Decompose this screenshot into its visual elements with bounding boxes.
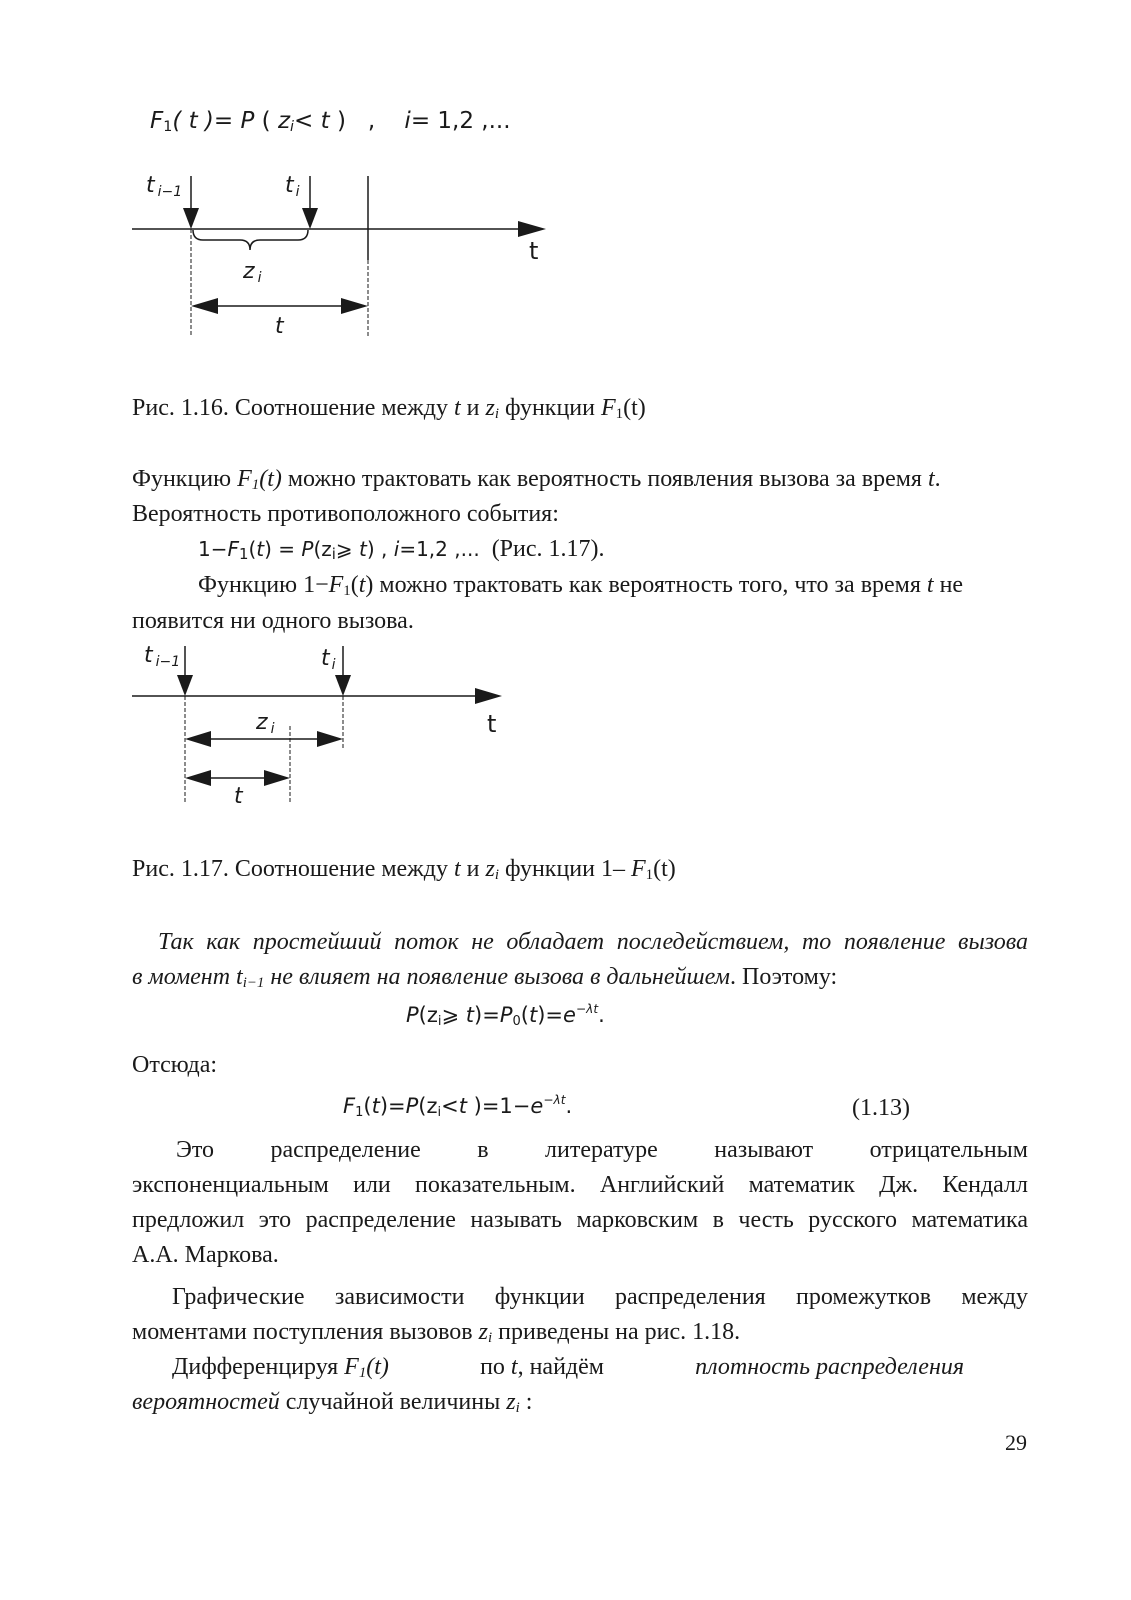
math-P: P <box>499 1003 513 1027</box>
text: ) можно трактовать как вероятность того, что за время <box>365 572 927 598</box>
text: , найдём <box>517 1354 604 1380</box>
z-span-left-head <box>185 731 211 747</box>
arrow-ti1-head <box>183 208 199 229</box>
caption-z: z <box>485 856 495 882</box>
text: не <box>933 572 964 598</box>
caption-end: (t) <box>623 395 646 421</box>
math-F: F <box>344 1354 359 1380</box>
label-ti1 <box>144 643 180 670</box>
math-sub: i <box>437 1105 442 1120</box>
text: . <box>934 466 941 492</box>
z-span-right-head <box>317 731 343 747</box>
label-z-z: z <box>243 259 255 284</box>
math: . <box>565 1094 573 1118</box>
math-t: (t) <box>259 466 282 492</box>
arrow-ti-head <box>302 208 318 229</box>
label-ti1-t: t <box>146 173 155 198</box>
text: вероятностей <box>132 1389 280 1415</box>
figure-1-17 <box>0 640 520 810</box>
formula-paren-t: ( t ) <box>172 108 214 134</box>
label-z <box>242 259 262 286</box>
formula-z: z <box>277 108 291 134</box>
caption-F: F <box>630 856 646 882</box>
math: )= <box>474 1003 500 1027</box>
formula-sub1: 1 <box>163 119 173 135</box>
math-e: e <box>530 1094 544 1118</box>
math-sub: 1 <box>355 1105 364 1120</box>
math-sub: 1 <box>358 1365 367 1381</box>
para1-line4 <box>198 573 963 597</box>
math-P: P <box>405 1094 419 1118</box>
math-z: z <box>478 1319 488 1345</box>
formula-eq-P: = P <box>213 108 255 134</box>
text: моментами поступления вызовов <box>132 1319 479 1345</box>
math: ( <box>248 537 257 561</box>
text: можно трактовать как вероятность появления вызова за время <box>281 466 928 492</box>
label-t-span: t <box>275 314 284 339</box>
axis-arrowhead <box>518 221 546 237</box>
text: по <box>480 1354 511 1380</box>
math-sub: 0 <box>512 1014 521 1029</box>
para1-line3-formula <box>198 537 605 561</box>
math-sup: −λt <box>543 1093 566 1107</box>
math-sup: −λt <box>575 1002 599 1016</box>
math: ) , <box>366 537 394 561</box>
formula-i: i <box>404 108 411 134</box>
figure-1-16 <box>0 160 560 360</box>
math-t: t <box>371 1094 380 1118</box>
formula-lt-t: < t <box>294 108 330 134</box>
label-ti-sub: i <box>331 657 336 673</box>
para4-line1: Графические зависимости функции распределения промежутков между <box>172 1284 1028 1310</box>
equation-1-13 <box>343 1093 573 1120</box>
label-ti <box>285 173 300 200</box>
text: Дифференцируя <box>172 1354 345 1380</box>
caption-end: (t) <box>653 856 676 882</box>
text: плотность распределения <box>695 1354 964 1380</box>
text: Функцию <box>132 466 238 492</box>
para5-line1 <box>172 1355 964 1379</box>
formula-open: ( <box>261 108 271 134</box>
math-t: t <box>359 537 367 561</box>
math-t: t <box>927 466 935 492</box>
para5-line2 <box>132 1390 532 1414</box>
otsyuda: Отсюда: <box>132 1052 218 1078</box>
text: Функцию 1− <box>198 572 329 598</box>
math-t: t <box>926 572 934 598</box>
math: ⩾ <box>441 1003 466 1027</box>
math-sub: i <box>331 545 336 563</box>
label-z-z: z <box>256 710 268 735</box>
caption-F-sub: 1 <box>615 406 624 422</box>
caption-fig-1-16 <box>132 396 646 420</box>
text: . Поэтому: <box>729 964 838 990</box>
label-ti1-sub: i−1 <box>155 654 181 670</box>
math-F: F <box>328 572 344 598</box>
label-z <box>255 710 275 737</box>
page-number: 29 <box>1005 1430 1027 1455</box>
text: случайной величины <box>279 1389 507 1415</box>
label-z-sub: i <box>270 721 275 737</box>
math: )= <box>537 1003 564 1027</box>
caption-F-sub: 1 <box>645 867 654 883</box>
math-sub: i <box>515 1400 520 1416</box>
caption-fig-1-17 <box>132 857 676 881</box>
math-t: t <box>458 1094 467 1118</box>
math-t: t <box>358 572 366 598</box>
math-sub: 1 <box>239 545 249 563</box>
math-sub: i <box>487 1330 493 1346</box>
label-ti1 <box>146 173 182 200</box>
math: (z <box>418 1094 438 1118</box>
math: . <box>598 1003 605 1027</box>
math: < <box>441 1094 459 1118</box>
math-t: t <box>256 537 265 561</box>
math-t: t <box>510 1354 518 1380</box>
para1-line1 <box>132 467 941 491</box>
math: ) = <box>264 537 302 561</box>
caption-mid: функции <box>498 395 601 421</box>
para2-line2 <box>132 965 837 989</box>
equation-number: (1.13) <box>852 1095 910 1121</box>
equation-p-zi <box>406 1002 605 1029</box>
math-F: F <box>343 1094 356 1118</box>
math-sub: 1 <box>343 583 351 599</box>
caption-z-sub: i <box>494 867 499 883</box>
label-ti <box>321 646 336 673</box>
t-span-right-head <box>341 298 368 314</box>
math-t: t <box>528 1003 538 1027</box>
axis-label-t: t <box>487 710 497 738</box>
math: (z <box>418 1003 438 1027</box>
top-formula <box>150 110 511 133</box>
t-span-left-head <box>185 770 211 786</box>
math: )= <box>379 1094 406 1118</box>
caption-mid: функции 1– <box>498 856 631 882</box>
caption-prefix: Рис. 1.17. Соотношение между <box>132 856 454 882</box>
para3-line2: экспоненциальным или показательным. Английский математик Дж. Кендалл <box>132 1172 1028 1198</box>
z-brace <box>193 230 308 250</box>
caption-z: z <box>485 395 495 421</box>
axis-label-t: t <box>529 237 539 265</box>
arrow-ti1-head <box>177 675 193 696</box>
math-z: z <box>506 1389 516 1415</box>
text: : <box>519 1389 533 1415</box>
para1-line5: появится ни одного вызова. <box>132 608 414 634</box>
para3-line4: А.А. Маркова. <box>132 1242 279 1268</box>
math-sub: i <box>437 1014 442 1029</box>
caption-prefix: Рис. 1.16. Соотношение между <box>132 395 454 421</box>
math: ( <box>363 1094 372 1118</box>
formula-F: F <box>150 108 164 134</box>
formula-close: ) <box>336 108 346 134</box>
para4-line2 <box>132 1320 740 1344</box>
math-t: (t) <box>366 1354 389 1380</box>
label-ti-t: t <box>285 173 294 198</box>
math-i: i <box>393 537 400 561</box>
math: =1,2 ,... <box>399 537 480 561</box>
para1-line2: Вероятность противоположного события: <box>132 501 559 527</box>
axis-arrowhead <box>475 688 502 704</box>
math-t: t <box>465 1003 475 1027</box>
caption-t: t <box>453 395 461 421</box>
math: ( <box>520 1003 529 1027</box>
math: (z <box>313 537 332 561</box>
math-F: F <box>237 466 252 492</box>
para5-word <box>172 1355 389 1379</box>
label-ti1-t: t <box>144 643 153 668</box>
label-ti-t: t <box>321 646 330 671</box>
caption-z-sub: i <box>494 406 499 422</box>
caption-F: F <box>600 395 616 421</box>
text: не влияет на появление вызова в дальнейшем <box>264 964 730 990</box>
t-span-left-head <box>191 298 218 314</box>
para3-line1: Это распределение в литературе называют отрицательным <box>176 1137 1028 1163</box>
math: )=1− <box>466 1094 531 1118</box>
text: в момент t <box>132 964 243 990</box>
para5-word <box>480 1355 604 1379</box>
figure-ref: (Рис. 1.17). <box>491 536 605 562</box>
math-e: e <box>563 1003 576 1027</box>
math-sub: i−1 <box>242 975 265 991</box>
label-t-span: t <box>234 784 243 809</box>
para3-line3: предложил это распределение называть марковским в честь русского математика <box>132 1207 1028 1233</box>
label-ti1-sub: i−1 <box>157 184 183 200</box>
label-ti-sub: i <box>295 184 300 200</box>
math: 1− <box>198 537 228 561</box>
caption-and: и <box>460 856 486 882</box>
text: ( <box>350 572 359 598</box>
formula-range: = 1,2 ,... <box>410 108 511 134</box>
para2-line1: Так как простейший поток не обладает последействием, то появление вызова <box>158 929 1028 955</box>
math-P: P <box>301 537 314 561</box>
label-z-sub: i <box>257 270 262 286</box>
math: ⩾ <box>335 537 360 561</box>
formula-z-sub: i <box>290 119 295 135</box>
formula-comma: , <box>367 108 376 134</box>
math-P: P <box>406 1003 419 1027</box>
math-sub: 1 <box>251 477 260 493</box>
arrow-ti-head <box>335 675 351 696</box>
math-F: F <box>227 537 239 561</box>
t-span-right-head <box>264 770 290 786</box>
caption-t: t <box>453 856 461 882</box>
text: приведены на рис. 1.18. <box>492 1319 741 1345</box>
caption-and: и <box>460 395 486 421</box>
